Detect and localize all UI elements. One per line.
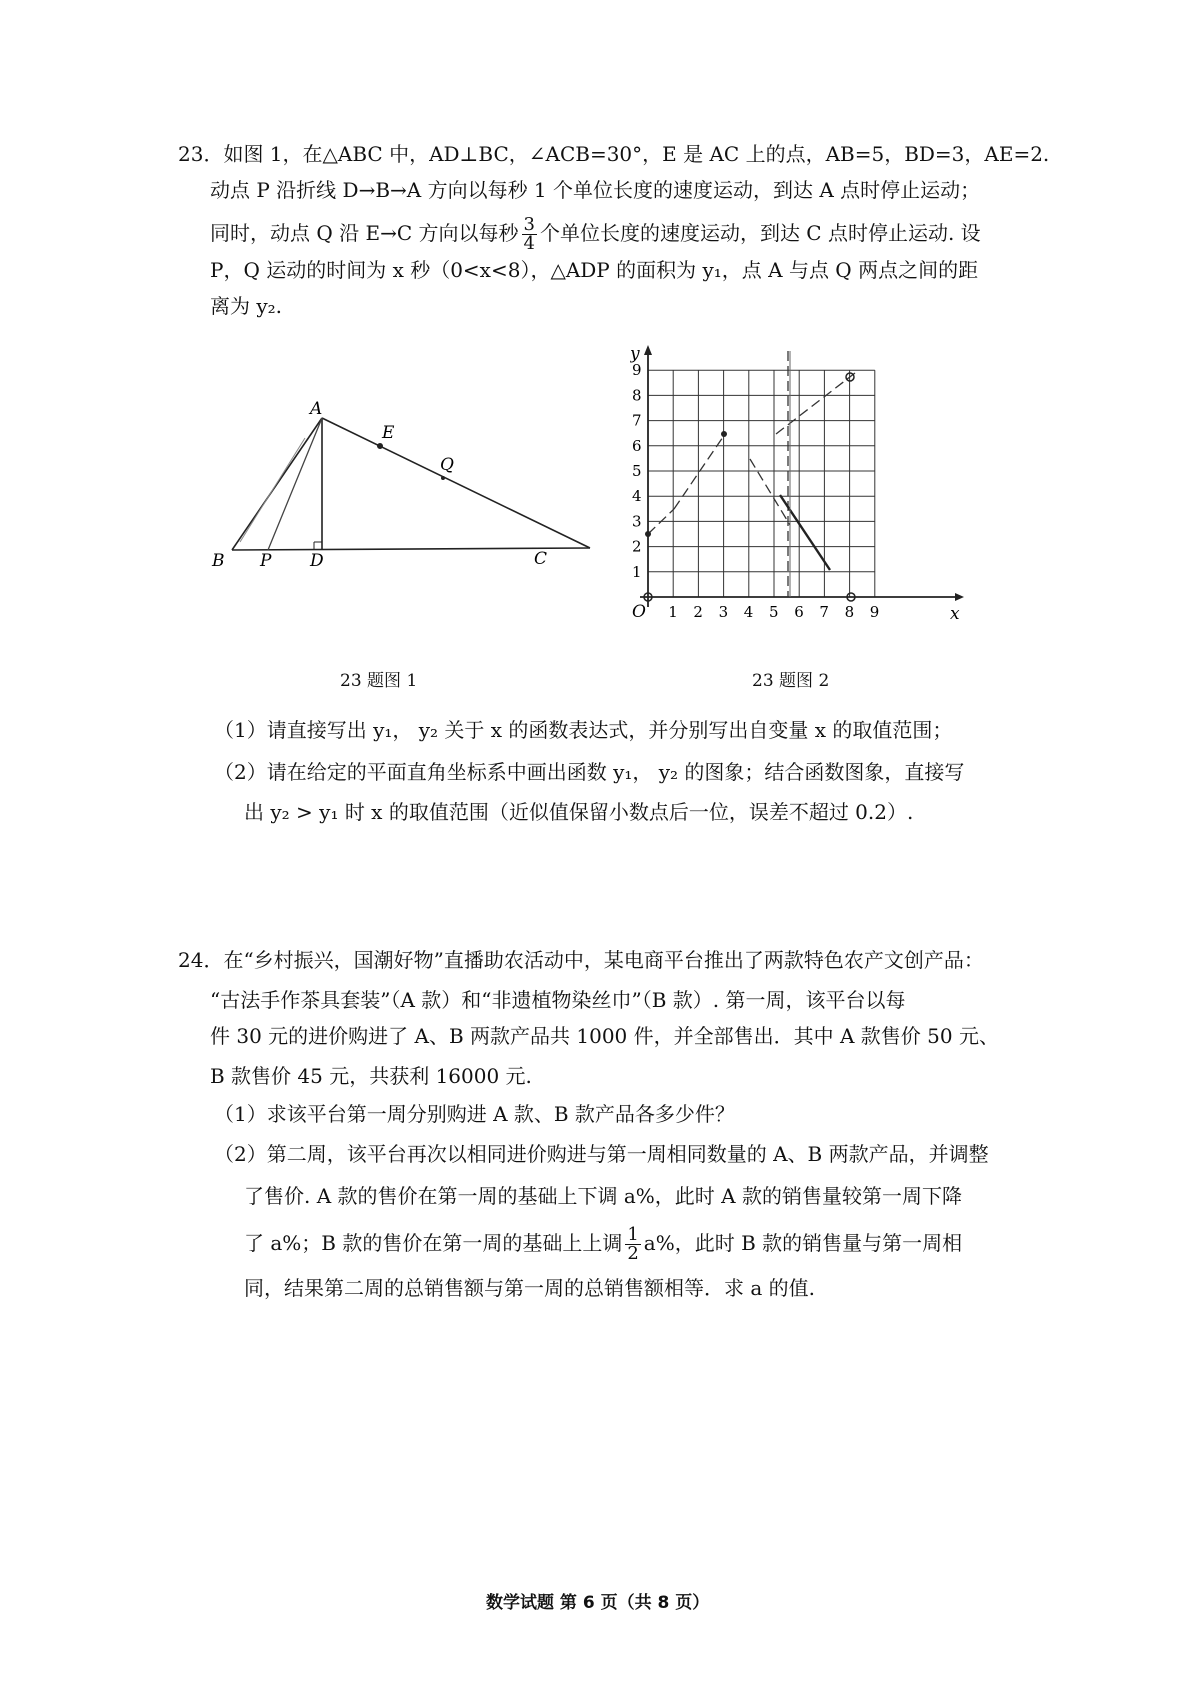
label-b: B bbox=[212, 551, 225, 571]
fraction-denominator: 2 bbox=[627, 1243, 639, 1264]
y-axis-label: y bbox=[630, 345, 640, 364]
q24-part-2-line-1: （2）第二周，该平台再次以相同进价购进与第一周相同数量的 A、B 两款产品，并调整 bbox=[214, 1142, 989, 1166]
q24-line-4: B 款售价 45 元，共获利 16000 元. bbox=[210, 1064, 532, 1088]
x-tick-label: 2 bbox=[693, 603, 703, 621]
q24-line-3: 件 30 元的进价购进了 A、B 两款产品共 1000 件，并全部售出．其中 A 款售价 50 元、 bbox=[210, 1024, 999, 1048]
q24-line-2: “古法手作茶具套装”（A 款）和“非遗植物染丝巾”（B 款）. 第一周，该平台以每 bbox=[210, 988, 906, 1012]
segment-ac bbox=[322, 418, 590, 548]
sketch-point bbox=[721, 431, 727, 437]
q23-line-3-text-a: 同时，动点 Q 沿 E→C 方向以每秒 bbox=[210, 221, 519, 245]
fraction-one-half bbox=[625, 1226, 640, 1263]
q23-part-1: （1）请直接写出 y₁， y₂ 关于 x 的函数表达式，并分别写出自变量 x 的取值范围； bbox=[214, 718, 953, 742]
y-tick-label: 8 bbox=[632, 386, 642, 405]
label-p: P bbox=[260, 551, 272, 571]
x-tick-label: 4 bbox=[743, 603, 754, 621]
x-axis-arrow bbox=[955, 593, 964, 601]
origin-label: O bbox=[632, 602, 646, 622]
q24-part-2-line-2: 了售价. A 款的售价在第一周的基础上下调 a%，此时 A 款的销售量较第一周下降 bbox=[244, 1184, 962, 1208]
q23-part-2-line-1: （2）请在给定的平面直角坐标系中画出函数 y₁， y₂ 的图象；结合函数图象，直接写 bbox=[214, 760, 965, 784]
figure-1-triangle bbox=[200, 400, 620, 620]
y-axis-arrow bbox=[644, 345, 652, 355]
y-tick-label: 4 bbox=[632, 487, 642, 506]
q23-line-5: 离为 y₂. bbox=[210, 294, 283, 318]
sketch-point bbox=[645, 531, 651, 537]
q23-line-1: 23．如图 1，在△ABC 中，AD⊥BC，∠ACB=30°，E 是 AC 上的点，AB=5，BD=3，AE=2. bbox=[178, 142, 1050, 166]
y-tick-label: 2 bbox=[632, 537, 642, 556]
q24-part-2-line-3-text-b: a%，此时 B 款的销售量与第一周相 bbox=[643, 1231, 963, 1255]
label-a: A bbox=[310, 400, 323, 419]
q23-line-3 bbox=[210, 216, 981, 253]
label-e: E bbox=[382, 423, 395, 443]
q24-line-1: 24．在“乡村振兴，国潮好物”直播助农活动中，某电商平台推出了两款特色农产文创产品： bbox=[178, 948, 984, 972]
y-tick-label: 5 bbox=[632, 462, 642, 480]
page-footer: 数学试题 第 6 页（共 8 页） bbox=[486, 1593, 710, 1613]
point-q-dot bbox=[441, 476, 445, 480]
label-d: D bbox=[310, 551, 324, 571]
figure-1-caption: 23 题图 1 bbox=[340, 671, 418, 691]
x-tick-label: 7 bbox=[819, 603, 829, 621]
y-tick-label: 9 bbox=[632, 361, 642, 380]
point-e-dot bbox=[377, 443, 383, 449]
q23-line-4: P，Q 运动的时间为 x 秒（0<x<8），△ADP 的面积为 y₁，点 A 与点 Q 两点之间的距 bbox=[210, 258, 979, 282]
fraction-three-quarters bbox=[522, 216, 537, 253]
q24-part-2-line-3-text-a: 了 a%；B 款的售价在第一周的基础上上调 bbox=[244, 1231, 623, 1255]
label-c: C bbox=[534, 549, 548, 569]
x-tick-label: 1 bbox=[668, 603, 678, 621]
x-tick-label: 8 bbox=[844, 603, 855, 621]
segment-ab bbox=[232, 418, 322, 550]
q23-line-3-text-b: 个单位长度的速度运动，到达 C 点时停止运动. 设 bbox=[539, 221, 981, 245]
y-tick-label: 7 bbox=[632, 411, 642, 430]
q23-part-2-line-2: 出 y₂ > y₁ 时 x 的取值范围（近似值保留小数点后一位，误差不超过 0.2）. bbox=[244, 800, 914, 824]
q24-part-1: （1）求该平台第一周分别购进 A 款、B 款产品各多少件？ bbox=[214, 1102, 735, 1126]
pencil-mark bbox=[240, 438, 305, 542]
y-tick-label: 1 bbox=[632, 562, 642, 581]
figure-2-caption: 23 题图 2 bbox=[752, 671, 830, 691]
fraction-denominator: 4 bbox=[523, 233, 535, 254]
x-tick-label: 5 bbox=[769, 603, 779, 621]
label-q: Q bbox=[440, 455, 454, 475]
fraction-numerator: 3 bbox=[523, 214, 535, 235]
q24-part-2-line-4: 同，结果第二周的总销售额与第一周的总销售额相等．求 a 的值. bbox=[244, 1276, 815, 1300]
x-tick-label: 6 bbox=[794, 603, 804, 621]
fraction-numerator: 1 bbox=[627, 1224, 639, 1245]
x-tick-label: 9 bbox=[869, 603, 880, 621]
q23-line-2: 动点 P 沿折线 D→B→A 方向以每秒 1 个单位长度的速度运动，到达 A 点时停止运动； bbox=[210, 178, 981, 202]
y-tick-label: 3 bbox=[632, 512, 642, 531]
q24-part-2-line-3 bbox=[244, 1226, 962, 1263]
x-axis-label: x bbox=[950, 604, 960, 624]
figure-2-coordinate-grid bbox=[630, 345, 970, 655]
x-tick-label: 3 bbox=[718, 603, 729, 621]
y-tick-label: 6 bbox=[632, 436, 642, 455]
